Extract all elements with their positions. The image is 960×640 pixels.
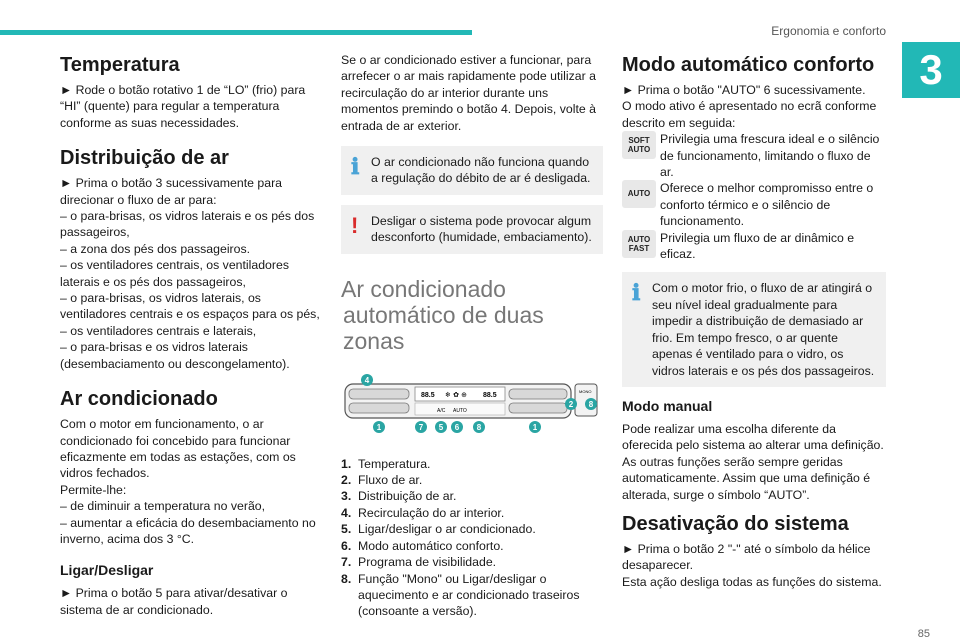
legend-text: Função "Mono" ou Ligar/desligar o aquecimento e ar condicionado traseiros (consoante a versão). xyxy=(358,571,580,619)
auto-icon: AUTO xyxy=(622,180,656,208)
info-icon: ℹ xyxy=(632,280,641,306)
legend-item xyxy=(341,472,603,488)
dist-line: ► Prima o botão 3 sucessivamente para direcionar o fluxo de ar para: xyxy=(60,176,283,207)
section-title-dual-zone xyxy=(341,276,603,354)
dist-line: – os ventiladores centrais e laterais, xyxy=(60,323,257,338)
deact-text-2: Esta ação desliga todas as funções do sistema. xyxy=(622,574,882,589)
legend-text: Fluxo de ar. xyxy=(358,473,423,488)
legend-number: 8. xyxy=(341,571,352,586)
dist-line: – os ventiladores centrais, os ventiladores laterais e os pés dos passageiros, xyxy=(60,258,289,289)
section-title-line: Ar condicionado xyxy=(341,275,506,302)
ac-line: Permite-lhe: xyxy=(60,482,127,497)
legend-item xyxy=(341,538,603,554)
climate-control-panel xyxy=(341,372,603,442)
column-3 xyxy=(622,52,886,590)
panel-temp-right: 88.5 xyxy=(483,391,497,399)
heading-desativacao: Desativação do sistema xyxy=(622,512,849,535)
mode-auto xyxy=(622,180,886,229)
info-notice xyxy=(341,146,603,195)
callout-8: 8 xyxy=(588,399,594,409)
warning-icon: ! xyxy=(351,212,359,238)
legend-number: 2. xyxy=(341,473,352,488)
panel-temp-left: 88.5 xyxy=(421,391,435,399)
warning-notice xyxy=(341,205,603,254)
heading-modo-manual: Modo manual xyxy=(622,397,713,414)
legend-item xyxy=(341,521,603,537)
legend-item xyxy=(341,554,603,570)
callout-2: 2 xyxy=(568,399,574,409)
legend-text: Ligar/desligar o ar condicionado. xyxy=(358,522,536,537)
heading-temperatura: Temperatura xyxy=(60,54,180,76)
distribuicao-list xyxy=(60,175,322,372)
legend-number: 4. xyxy=(341,505,352,520)
legend-number: 5. xyxy=(341,522,352,537)
column-1 xyxy=(60,52,322,618)
deact-text-1: ► Prima o botão 2 "-" até o símbolo da hélice desaparecer. xyxy=(622,541,871,573)
legend-item xyxy=(341,456,603,472)
legend-item xyxy=(341,571,603,620)
auto-fast-icon: AUTO FAST xyxy=(622,230,656,258)
column-2 xyxy=(341,52,603,620)
cold-engine-notice xyxy=(622,272,886,386)
mode-description: Privilegia uma frescura ideal e o silêncio de funcionamento, limitando o fluxo de ar. xyxy=(660,132,880,180)
dist-line: – a zona dos pés dos passageiros. xyxy=(60,241,251,256)
legend-text: Temperatura. xyxy=(358,456,431,471)
callout-4: 4 xyxy=(364,375,370,385)
header-accent-bar xyxy=(0,30,472,35)
legend-number: 1. xyxy=(341,456,352,471)
panel-legend-list xyxy=(341,456,603,620)
panel-ac-label: A/C xyxy=(437,407,446,414)
callout-1: 1 xyxy=(532,422,538,432)
warning-notice-text: Desligar o sistema pode provocar algum desconforto (humidade, embaciamento). xyxy=(371,213,592,245)
heading-distribuicao: Distribuição de ar xyxy=(60,147,229,170)
legend-item xyxy=(341,505,603,521)
dist-line: – o para-brisas, os vidros laterais e os pés dos passageiros, xyxy=(60,209,315,240)
callout-6: 6 xyxy=(454,422,460,432)
mode-description: Oferece o melhor compromisso entre o conforto térmico e o silêncio de funcionamento. xyxy=(660,181,874,229)
ac-line: – aumentar a eficácia do desembaciamento no inverno, acima dos 3 °C. xyxy=(60,515,316,546)
legend-number: 7. xyxy=(341,555,352,570)
panel-mono-label: MONO xyxy=(579,388,592,394)
ar-condicionado-text xyxy=(60,416,322,547)
chapter-number-tab: 3 xyxy=(902,42,960,98)
callout-8: 8 xyxy=(476,422,482,432)
recirculation-intro: Se o ar condicionado estiver a funcionar, para arrefecer o ar mais rapidamente pode utilizar a recirculação do ar interior durante uns momentos premindo o botão 4. Depois, volte à entrada de ar exterior. xyxy=(341,53,596,133)
legend-text: Modo automático conforto. xyxy=(358,538,504,553)
info-notice-text: O ar condicionado não funciona quando a regulação do débito de ar é desligada. xyxy=(371,155,591,186)
callout-5: 5 xyxy=(438,422,444,432)
panel-fan-icons: ❄ ✿ ⊕ xyxy=(445,390,468,399)
callout-7: 7 xyxy=(418,422,424,432)
cold-engine-notice-text: Com o motor frio, o fluxo de ar atingirá o seu nível ideal gradualmente para impedir a distribuição de demasiado ar frio. Em tempo fresco, o ar quente apenas é ventilado para o vidro, os vidros laterais e os pés dos passageiros. xyxy=(652,281,875,378)
auto-text-1: ► Prima o botão "AUTO" 6 sucessivamente. xyxy=(622,83,866,97)
dist-line: – o para-brisas, os vidros laterais, os ventiladores centrais e os espaços para os pés, xyxy=(60,291,320,322)
legend-item xyxy=(341,488,603,504)
manual-text: Pode realizar uma escolha diferente da oferecida pelo sistema ao alterar uma definição. As outras funções serão sempre geridas automaticamente. Assim que uma definição é alterada, surge o símbolo “AUTO”. xyxy=(622,421,884,502)
page-number: 85 xyxy=(917,628,930,640)
callout-1: 1 xyxy=(376,422,382,432)
heading-ar-condicionado: Ar condicionado xyxy=(60,388,218,411)
ligar-desligar-text: ► Prima o botão 5 para ativar/desativar o sistema de ar condicionado. xyxy=(60,586,288,617)
temperatura-text: ► Rode o botão rotativo 1 de “LO” (frio) para “HI” (quente) para regular a temperatura conforme as suas necessidades. xyxy=(60,83,306,130)
heading-modo-automatico: Modo automático conforto xyxy=(622,54,875,76)
dist-line: – o para-brisas e os vidros laterais (desembaciamento ou descongelamento). xyxy=(60,340,290,371)
info-icon: ℹ xyxy=(351,154,360,180)
chapter-title: Ergonomia e conforto xyxy=(771,24,886,38)
legend-text: Distribuição de ar. xyxy=(358,489,457,504)
legend-number: 6. xyxy=(341,538,352,553)
auto-text-2: O modo ativo é apresentado no ecrã conforme descrito em seguida: xyxy=(622,99,877,130)
heading-ligar-desligar: Ligar/Desligar xyxy=(60,562,154,579)
legend-number: 3. xyxy=(341,489,352,504)
soft-auto-icon: SOFT AUTO xyxy=(622,131,656,159)
legend-text: Programa de visibilidade. xyxy=(358,555,497,570)
ac-line: – de diminuir a temperatura no verão, xyxy=(60,499,266,514)
ac-line: Com o motor em funcionamento, o ar condicionado foi concebido para funcionar eficazmente em todas as estações, com os vidros fechados. xyxy=(60,417,296,481)
mode-description: Privilegia um fluxo de ar dinâmico e eficaz. xyxy=(660,230,855,262)
mode-soft-auto xyxy=(622,131,886,180)
section-title-line: zonas xyxy=(343,327,405,354)
mode-auto-fast xyxy=(622,230,886,263)
legend-text: Recirculação do ar interior. xyxy=(358,505,505,520)
panel-auto-label: AUTO xyxy=(453,407,467,414)
section-title-line: automático de duas xyxy=(343,301,544,328)
climate-panel-illustration xyxy=(341,372,603,442)
